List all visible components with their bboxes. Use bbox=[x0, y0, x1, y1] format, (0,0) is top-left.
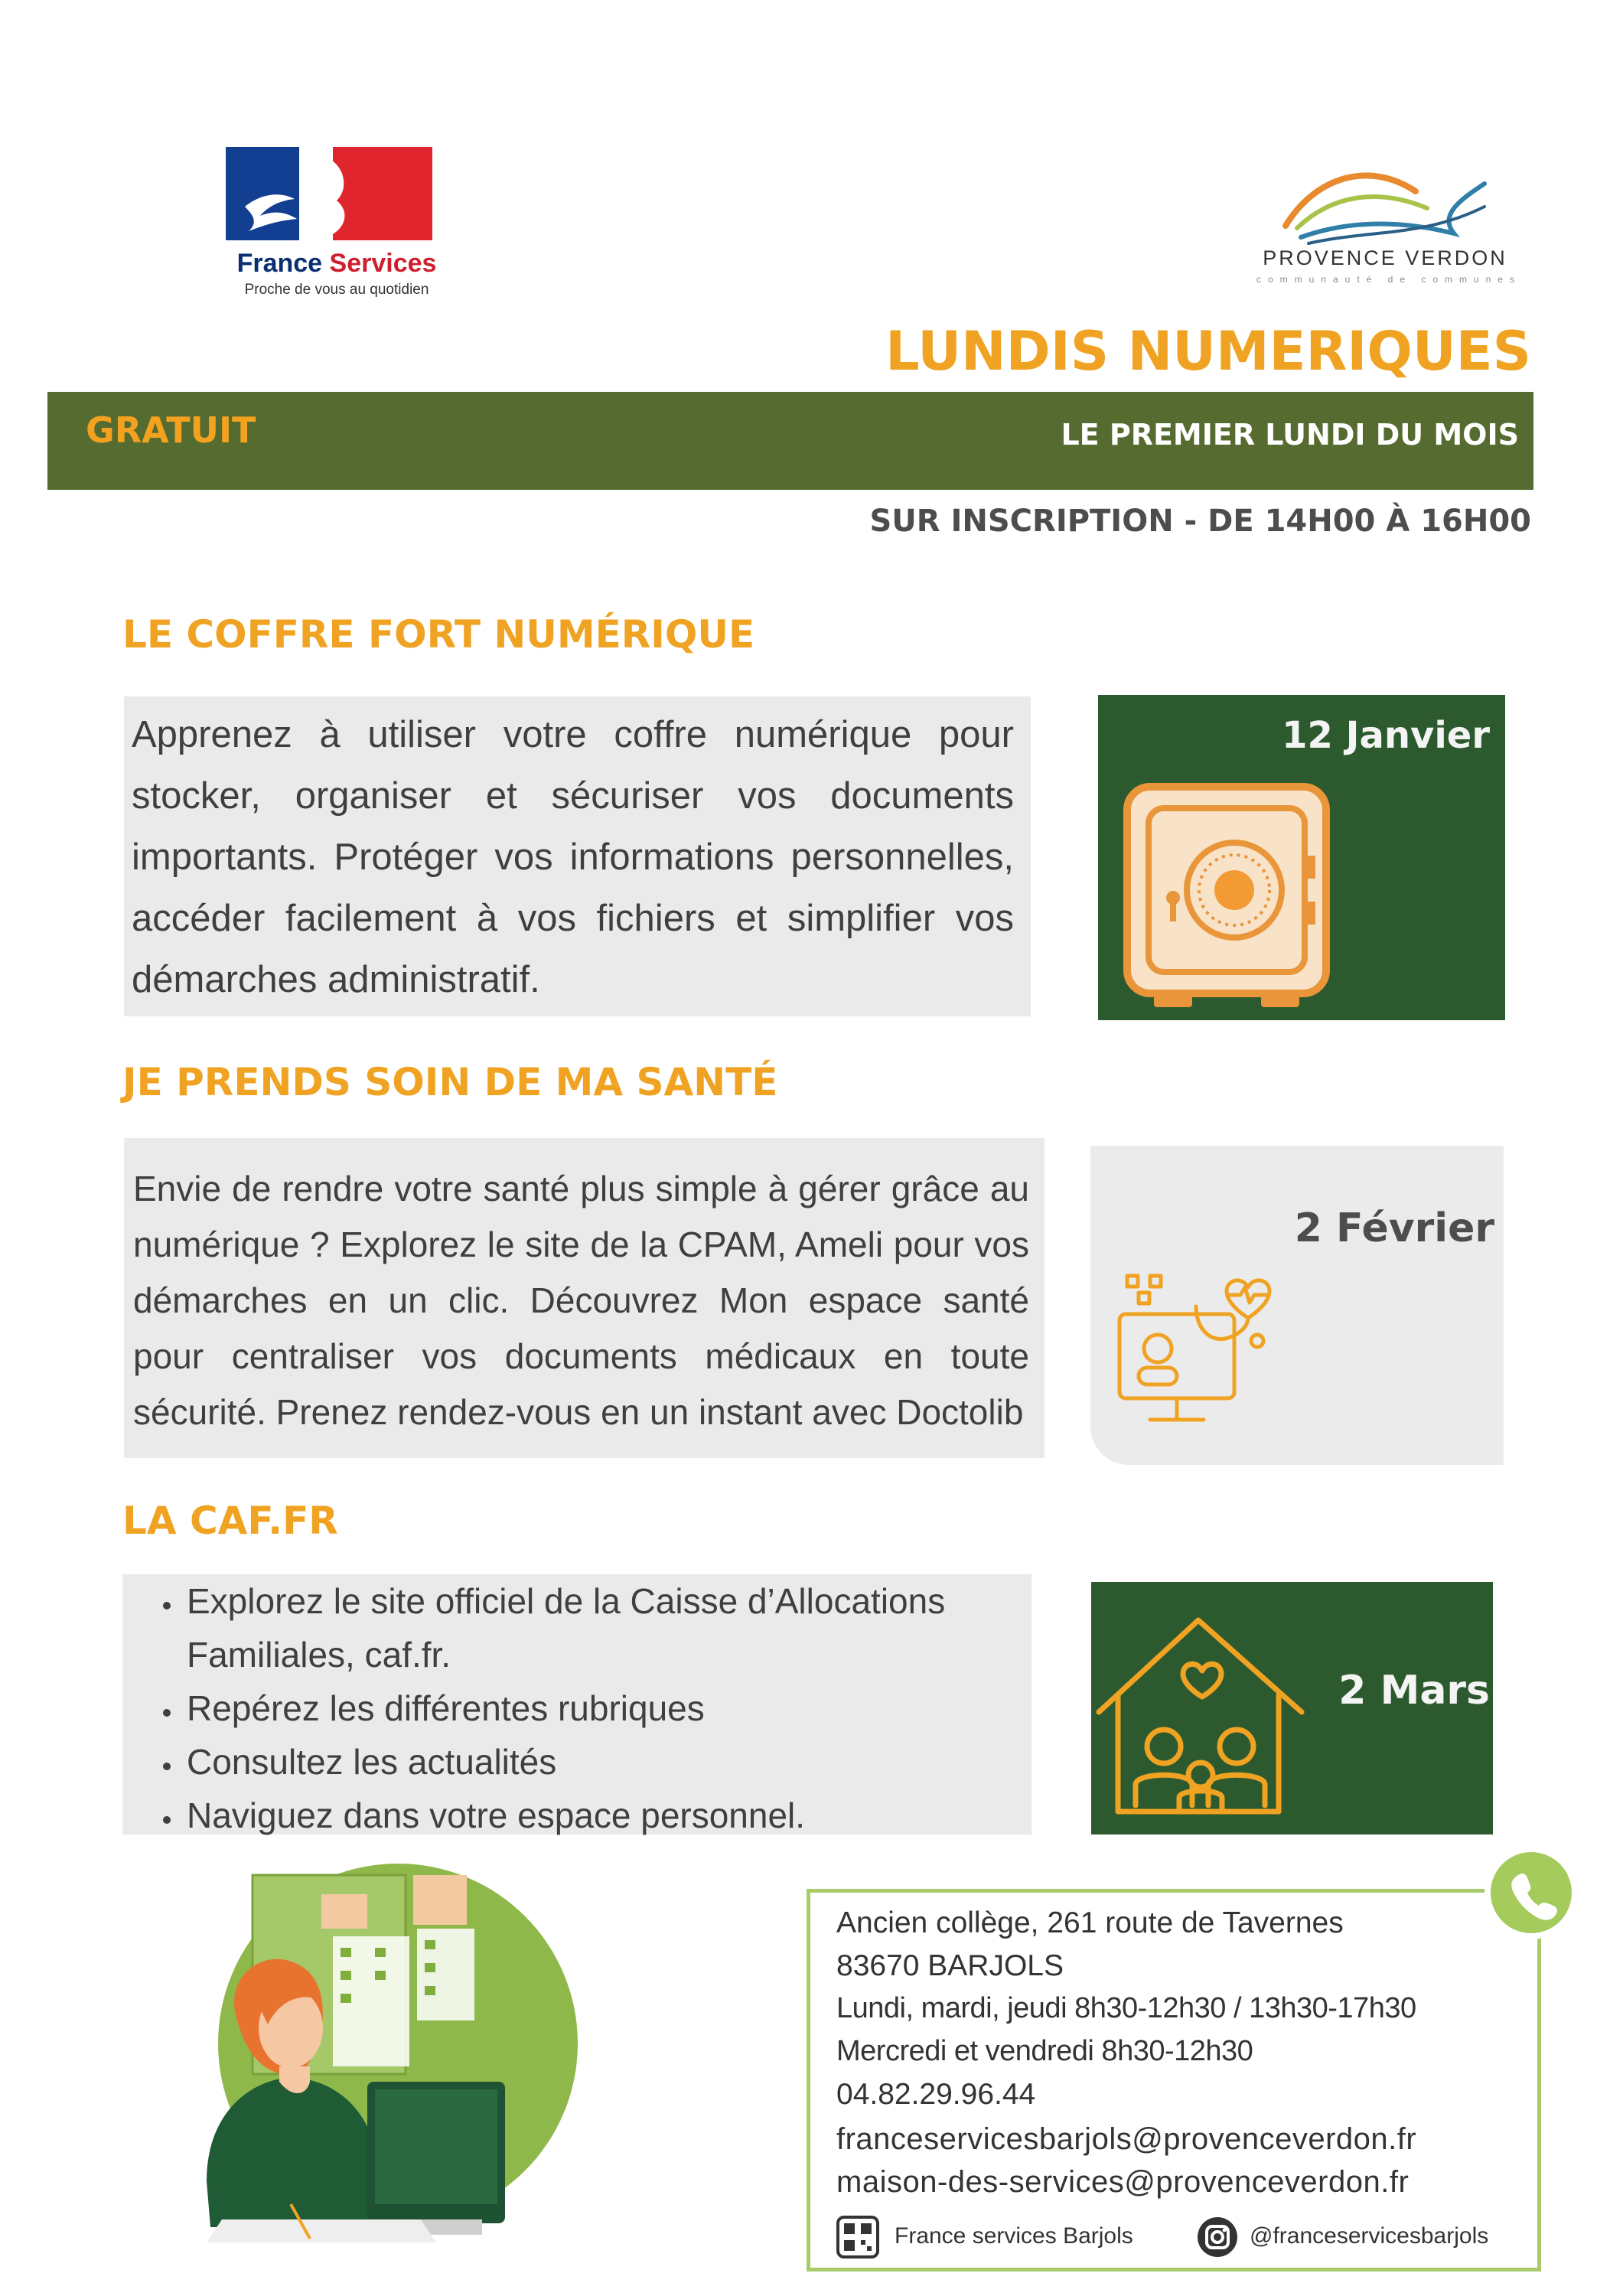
registration-label: SUR INSCRIPTION - DE 14H00 À 16H00 bbox=[869, 504, 1531, 539]
family-home-icon bbox=[1091, 1605, 1313, 1827]
facebook-link[interactable]: France services Barjols bbox=[895, 2223, 1133, 2249]
contact-city: 83670 BARJOLS bbox=[836, 1949, 1064, 1982]
list-item: • Explorez le site officiel de la Caisse d’Allocations Familiales, caf.fr. bbox=[184, 1574, 1009, 1681]
instagram-link[interactable]: @franceservicesbarjols bbox=[1250, 2223, 1489, 2249]
phone-badge bbox=[1484, 1846, 1578, 1939]
social-links bbox=[836, 2214, 1525, 2260]
date-card bbox=[1090, 1146, 1504, 1465]
provence-verdon-logo bbox=[1255, 161, 1507, 253]
office-worker-illustration bbox=[176, 1860, 589, 2250]
caf-bullet-list bbox=[122, 1574, 1031, 1842]
page-title: LUNDIS NUMERIQUES bbox=[885, 320, 1531, 383]
schedule-label: LE PREMIER LUNDI DU MOIS bbox=[1061, 418, 1519, 452]
health-monitor-icon bbox=[1097, 1261, 1288, 1437]
date-card bbox=[1091, 1582, 1493, 1835]
free-label: GRATUIT bbox=[86, 409, 256, 451]
section-text-box bbox=[122, 1574, 1031, 1835]
safe-icon bbox=[1112, 771, 1341, 1015]
section-title-coffre-fort: LE COFFRE FORT NUMÉRIQUE bbox=[122, 612, 755, 657]
section-title-sante: JE PRENDS SOIN DE MA SANTÉ bbox=[122, 1060, 778, 1104]
list-item: • Naviguez dans votre espace personnel. bbox=[184, 1789, 1009, 1842]
contact-phone[interactable]: 04.82.29.96.44 bbox=[836, 2078, 1036, 2111]
contact-box bbox=[807, 1889, 1541, 2272]
contact-hours-short-days: Mercredi et vendredi 8h30-12h30 bbox=[836, 2035, 1253, 2067]
france-services-name: France Services bbox=[236, 249, 437, 278]
date-card bbox=[1098, 695, 1505, 1020]
section-text-box bbox=[124, 1138, 1045, 1458]
section-title-caf: LA CAF.FR bbox=[122, 1499, 338, 1543]
contact-email-1[interactable]: franceservicesbarjols@provenceverdon.fr bbox=[836, 2122, 1417, 2156]
session-date: 2 Mars bbox=[1338, 1668, 1490, 1714]
france-services-tagline: Proche de vous au quotidien bbox=[244, 282, 429, 298]
instagram-icon bbox=[1196, 2216, 1239, 2258]
section-description: Apprenez à utiliser votre coffre numérique pour stocker, organiser et sécuriser vos documents importants. Protéger vos informations personnelles, accéder facilement à vos fichiers et simplifier vos démarches administratif. bbox=[132, 714, 1014, 1000]
contact-address: Ancien collège, 261 route de Tavernes bbox=[836, 1906, 1344, 1939]
provence-verdon-name: PROVENCE VERDON bbox=[1263, 246, 1507, 269]
section-description: Envie de rendre votre santé plus simple à gérer grâce au numérique ? Explorez le site de la CPAM, Ameli pour vos démarches en un clic. Découvrez Mon espace santé pour centraliser vos documents médicaux en toute sécurité. Prenez rendez-vous en un instant avec Doctolib bbox=[133, 1169, 1029, 1432]
contact-hours-weekdays: Lundi, mardi, jeudi 8h30-12h30 / 13h30-17h30 bbox=[836, 1992, 1416, 2024]
phone-icon bbox=[1491, 1852, 1572, 1933]
provence-verdon-subtitle: communauté de communes bbox=[1256, 274, 1522, 285]
list-item: • Repérez les différentes rubriques bbox=[184, 1681, 1009, 1735]
session-date: 12 Janvier bbox=[1282, 714, 1490, 757]
qr-code-icon bbox=[836, 2216, 879, 2258]
session-date: 2 Février bbox=[1294, 1205, 1494, 1251]
section-text-box bbox=[124, 696, 1031, 1016]
list-item: • Consultez les actualités bbox=[184, 1735, 1009, 1789]
contact-email-2[interactable]: maison-des-services@provenceverdon.fr bbox=[836, 2165, 1410, 2199]
